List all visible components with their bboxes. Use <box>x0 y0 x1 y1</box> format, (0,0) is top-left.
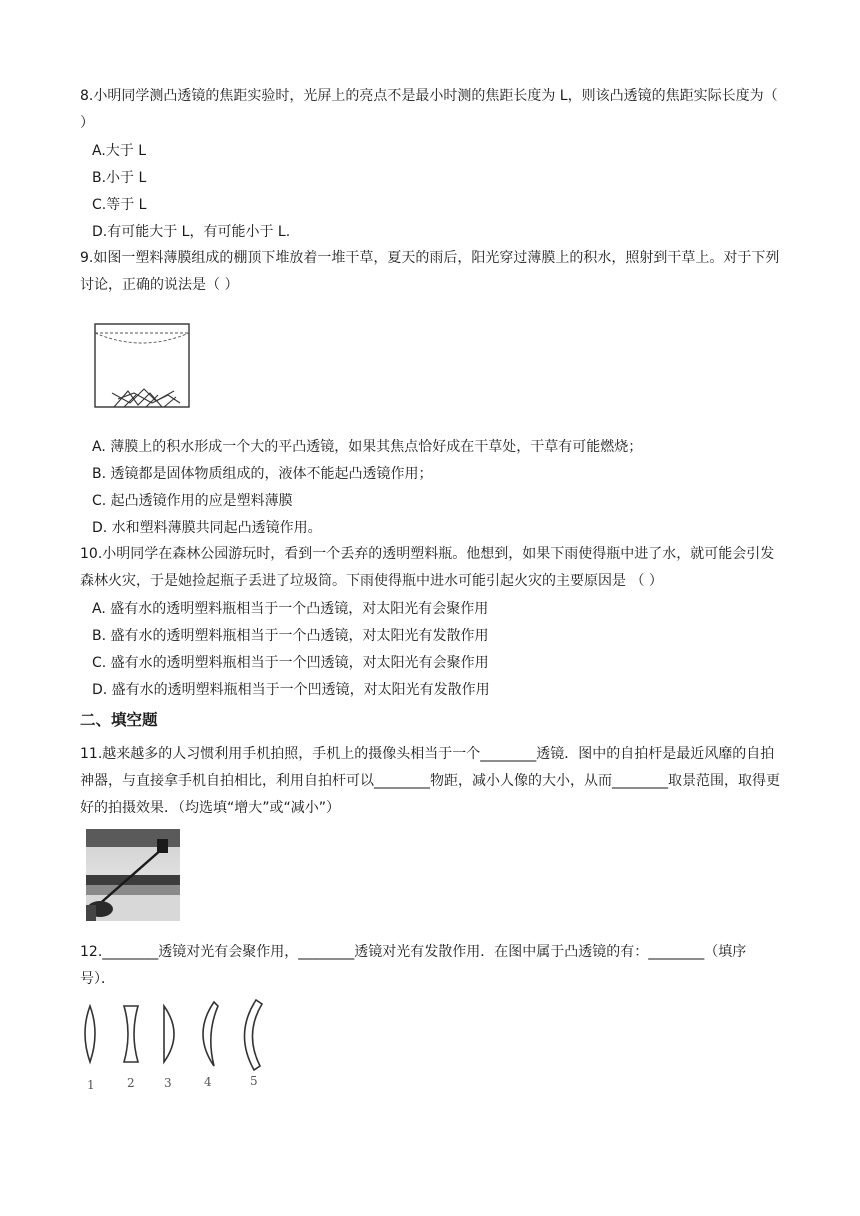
selfie-stick-photo <box>80 829 180 921</box>
lens-label-3: 3 <box>164 1076 172 1090</box>
question-8-option-a: A.大于 L <box>92 143 147 159</box>
question-8-option-b: B.小于 L <box>92 170 147 186</box>
question-8-stem: 8.小明同学测凸透镜的焦距实验时，光屏上的亮点不是最小时测的焦距长度为 L，则该凸透镜的焦距实际长度为（ ） <box>80 88 778 131</box>
lens-1-biconvex <box>85 1006 95 1062</box>
haystack-shed-figure <box>94 323 192 411</box>
question-9-option-a: A. 薄膜上的积水形成一个大的平凸透镜，如果其焦点恰好成在干草处，干草有可能燃烧； <box>92 439 643 455</box>
question-9-option-b: B. 透镜都是固体物质组成的，液体不能起凸透镜作用； <box>92 466 433 482</box>
question-8-option-c: C.等于 L <box>92 197 147 213</box>
question-10-option-a: A. 盛有水的透明塑料瓶相当于一个凸透镜，对太阳光有会聚作用 <box>92 601 489 617</box>
question-10-option-d: D. 盛有水的透明塑料瓶相当于一个凹透镜，对太阳光有发散作用 <box>92 682 490 698</box>
question-9-option-d: D. 水和塑料薄膜共同起凸透镜作用。 <box>92 520 322 536</box>
question-9-stem: 9.如图一塑料薄膜组成的棚顶下堆放着一堆干草，夏天的雨后，阳光穿过薄膜上的积水，照射到干草上。对于下列讨论，正确的说法是（ ） <box>80 250 780 293</box>
question-12-stem: 12.________透镜对光有会聚作用，________透镜对光有发散作用．在图中属于凸透镜的有：________（填序号）． <box>80 944 747 987</box>
lens-label-2: 2 <box>127 1076 135 1090</box>
lens-3-plano-convex <box>164 1006 174 1062</box>
question-10-option-c: C. 盛有水的透明塑料瓶相当于一个凹透镜，对太阳光有会聚作用 <box>92 655 489 671</box>
question-10-option-b: B. 盛有水的透明塑料瓶相当于一个凸透镜，对太阳光有发散作用 <box>92 628 489 644</box>
lens-4-meniscus <box>203 1002 218 1066</box>
section-title: 二、填空题 <box>80 711 158 729</box>
question-9-option-c: C. 起凸透镜作用的应是塑料薄膜 <box>92 493 293 509</box>
lens-shapes-figure <box>80 996 270 1096</box>
lens-2-biconcave <box>124 1006 138 1062</box>
question-11-stem: 11.越来越多的人习惯利用手机拍照，手机上的摄像头相当于一个________透镜．图中的自拍杆是最近风靡的自拍神器，与直接拿手机自拍相比，利用自拍杆可以________物距，减小人像的大小，从而________取景范围，取得更好的拍摄效果．（均选填“增大”或“减小”） <box>80 746 780 816</box>
lens-label-5: 5 <box>250 1074 258 1088</box>
lens-5-meniscus <box>244 1000 262 1070</box>
question-8-option-d: D.有可能大于 L，有可能小于 L. <box>92 224 291 240</box>
question-10-stem: 10.小明同学在森林公园游玩时，看到一个丢弃的透明塑料瓶。他想到，如果下雨使得瓶中进了水，就可能会引发森林火灾，于是她捡起瓶子丢进了垃圾筒。下雨使得瓶中进水可能引起火灾的主要原因是 （ ） <box>80 546 775 589</box>
lens-label-1: 1 <box>87 1078 95 1092</box>
lens-label-4: 4 <box>204 1075 212 1089</box>
